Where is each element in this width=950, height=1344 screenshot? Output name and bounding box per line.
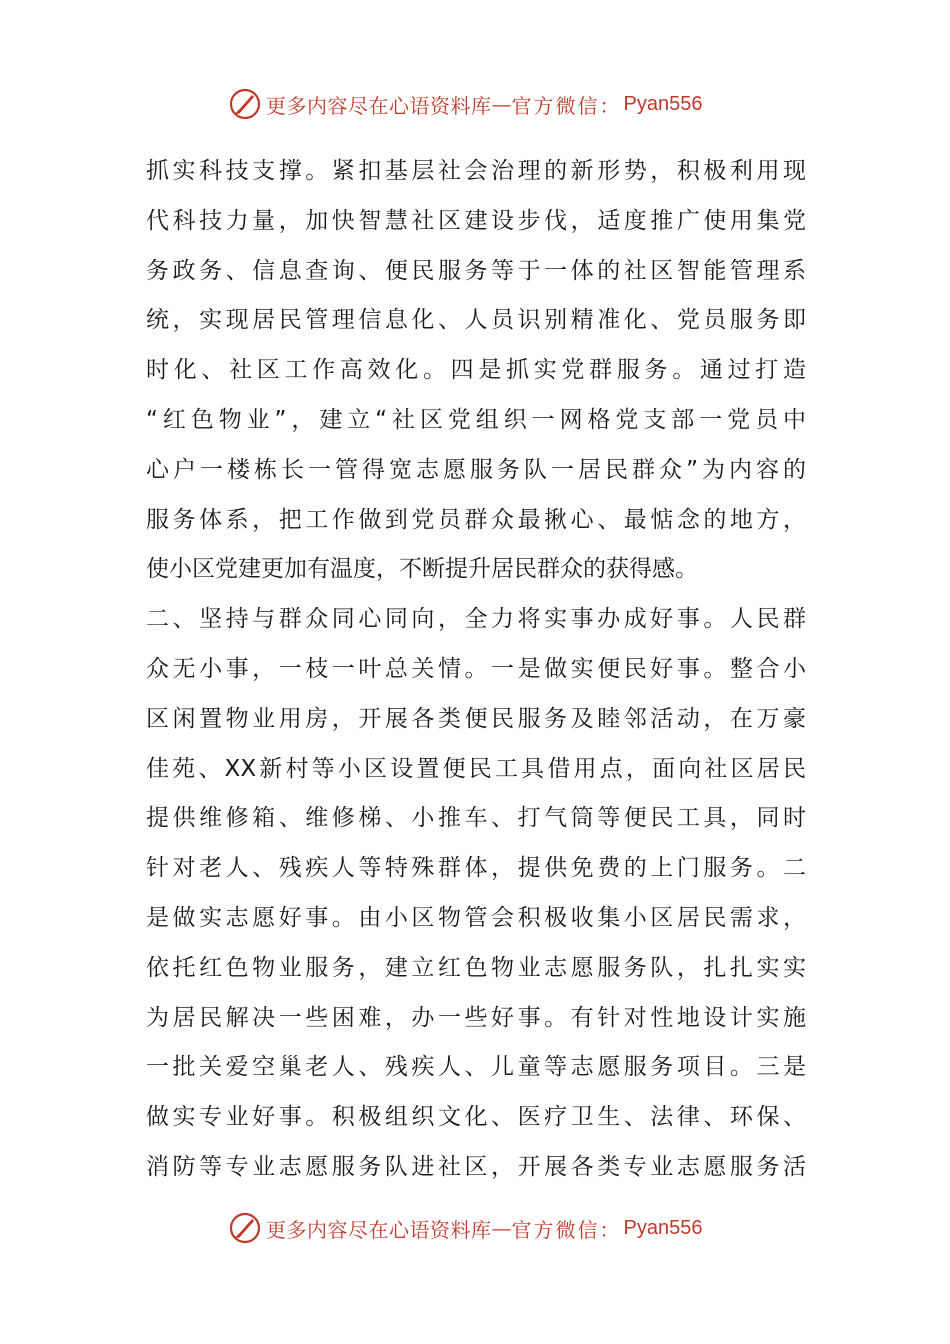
banner-wechat-id: Pyan556 <box>623 1216 703 1239</box>
text-line: 消防等专业志愿服务队进社区，开展各类专业志愿服务活 <box>146 1153 806 1180</box>
banner-label: 官方微信： <box>511 93 622 118</box>
banner-label: 官方微信： <box>511 1217 622 1242</box>
text-line: 时化、社区工作高效化。四是抓实党群服务。通过打造 <box>146 357 806 384</box>
header-banner <box>228 84 702 124</box>
text-line: 佳苑、XX新村等小区设置便民工具借用点，面向社区居民 <box>146 755 806 782</box>
footer-banner <box>228 1208 702 1248</box>
banner-wechat-id: Pyan556 <box>623 92 703 115</box>
banner-text: 更多内容尽在心语资料库 <box>266 1217 492 1242</box>
text-line: 统，实现居民管理信息化、人员识别精准化、党员服务即 <box>146 307 806 334</box>
body-paragraphs <box>146 147 806 1193</box>
text-line: 众无小事，一枝一叶总关情。一是做实便民好事。整合小 <box>146 655 806 682</box>
text-line: 使小区党建更加有温度，不断提升居民群众的获得感。 <box>146 556 698 583</box>
text-line: 服务体系，把工作做到党员群众最揪心、最惦念的地方， <box>146 506 806 533</box>
banner-dash: — <box>491 1216 512 1240</box>
text-line: 二、坚持与群众同心同向，全力将实事办成好事。人民群 <box>146 606 806 633</box>
text-line: 区闲置物业用房，开展各类便民服务及睦邻活动，在万豪 <box>146 705 806 732</box>
text-line: 抓实科技支撑。紧扣基层社会治理的新形势，积极利用现 <box>146 158 806 184</box>
text-line: 依托红色物业服务，建立红色物业志愿服务队，扎扎实实 <box>146 954 806 981</box>
banner-dash: — <box>491 92 512 116</box>
text-line: 是做实志愿好事。由小区物管会积极收集小区居民需求， <box>146 904 806 931</box>
text-line: 为居民解决一些困难，办一些好事。有针对性地设计实施 <box>146 1004 806 1031</box>
text-line: 一批关爱空巢老人、残疾人、儿童等志愿服务项目。三是 <box>146 1054 806 1081</box>
text-line: 做实专业好事。积极组织文化、医疗卫生、法律、环保、 <box>146 1104 806 1131</box>
text-line: “红色物业”，建立“社区党组织一网格党支部一党员中 <box>146 406 806 433</box>
text-line: 提供维修箱、维修梯、小推车、打气筒等便民工具，同时 <box>146 805 806 832</box>
quill-logo-icon <box>228 87 262 121</box>
banner-text: 更多内容尽在心语资料库 <box>266 93 492 118</box>
text-line: 务政务、信息查询、便民服务等于一体的社区智能管理系 <box>146 257 806 284</box>
text-line: 代科技力量，加快智慧社区建设步伐，适度推广使用集党 <box>146 207 806 234</box>
quill-logo-icon <box>228 1211 262 1245</box>
text-line: 心户一楼栋长一管得宽志愿服务队一居民群众”为内容的 <box>146 456 806 483</box>
text-line: 针对老人、残疾人等特殊群体，提供免费的上门服务。二 <box>146 855 806 882</box>
